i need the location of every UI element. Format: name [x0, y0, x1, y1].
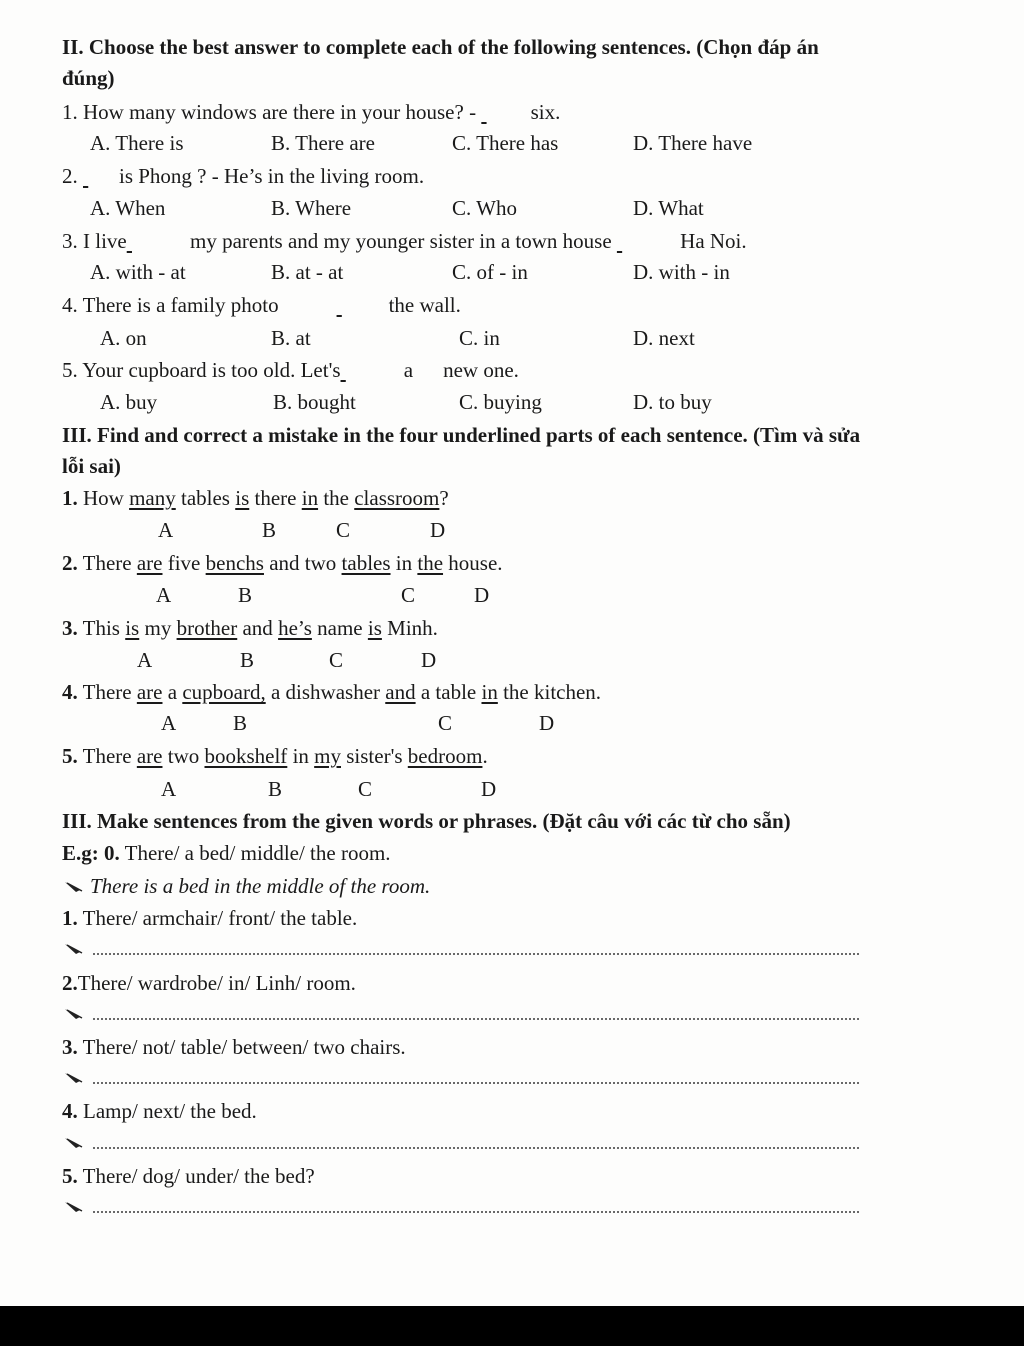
option-2c: C. Who — [452, 196, 517, 220]
error-4-letter-d: D — [539, 711, 555, 735]
error-1-letter-c: C — [336, 518, 351, 542]
option-5a: A. buy — [100, 390, 158, 414]
error-5-letter-d: D — [481, 777, 497, 801]
question-1: 1. How many windows are there in your house? - six. — [62, 100, 561, 124]
error-3-letter-b: B — [240, 648, 255, 672]
error-1-letter-a: A — [158, 518, 174, 542]
question-3: 3. I live my parents and my younger sister in a town house Ha Noi. — [62, 229, 747, 253]
answer-line-1[interactable] — [92, 953, 860, 955]
option-1a: A. There is — [90, 131, 184, 155]
option-3b: B. at - at — [271, 260, 344, 284]
error-1-letter-d: D — [430, 518, 446, 542]
option-4b: B. at — [271, 326, 311, 350]
error-sentence-4: 4. There are a cupboard, a dishwasher and a table in the kitchen. — [62, 680, 602, 704]
error-2-letter-b: B — [238, 583, 253, 607]
error-4-letter-b: B — [233, 711, 248, 735]
option-2b: B. Where — [271, 196, 352, 220]
question-5: 5. Your cupboard is too old. Let's a new one. — [62, 358, 519, 382]
error-sentence-5: 5. There are two bookshelf in my sister's bedroom. — [62, 744, 488, 768]
error-sentence-1: 1. How many tables is there in the classroom? — [62, 486, 449, 510]
error-4-letter-a: A — [161, 711, 177, 735]
error-3-letter-c: C — [329, 648, 344, 672]
pencil-icon — [64, 1137, 84, 1149]
option-2d: D. What — [633, 196, 704, 220]
option-4d: D. next — [633, 326, 695, 350]
make-sentence-3: 3. There/ not/ table/ between/ two chairs. — [62, 1035, 406, 1059]
error-2-letter-c: C — [401, 583, 416, 607]
section-2-title: II. Choose the best answer to complete each of the following sentences. (Chọn đáp án — [62, 35, 819, 59]
option-5b: B. bought — [273, 390, 356, 414]
pencil-icon — [64, 943, 84, 955]
section-2-title-cont: đúng) — [62, 66, 115, 90]
pencil-icon — [64, 881, 84, 893]
error-3-letter-a: A — [137, 648, 153, 672]
option-3a: A. with - at — [90, 260, 186, 284]
example-answer: There is a bed in the middle of the room. — [90, 874, 431, 898]
option-3c: C. of - in — [452, 260, 528, 284]
make-sentence-2: 2.There/ wardrobe/ in/ Linh/ room. — [62, 971, 356, 995]
option-5d: D. to buy — [633, 390, 712, 414]
option-1b: B. There are — [271, 131, 375, 155]
make-sentence-1: 1. There/ armchair/ front/ the table. — [62, 906, 358, 930]
make-sentence-4: 4. Lamp/ next/ the bed. — [62, 1099, 257, 1123]
pencil-icon — [64, 1201, 84, 1213]
error-3-letter-d: D — [421, 648, 437, 672]
pencil-icon — [64, 1072, 84, 1084]
section-3-title: III. Find and correct a mistake in the four underlined parts of each sentence. (Tìm và sửa — [62, 423, 861, 447]
error-5-letter-a: A — [161, 777, 177, 801]
option-3d: D. with - in — [633, 260, 730, 284]
question-4: 4. There is a family photo the wall. — [62, 293, 461, 317]
pencil-icon — [64, 1008, 84, 1020]
option-5c: C. buying — [459, 390, 542, 414]
error-5-letter-c: C — [358, 777, 373, 801]
option-1c: C. There has — [452, 131, 559, 155]
error-sentence-3: 3. This is my brother and he’s name is Minh. — [62, 616, 438, 640]
option-2a: A. When — [90, 196, 166, 220]
error-5-letter-b: B — [268, 777, 283, 801]
example-prompt: E.g: 0. There/ a bed/ middle/ the room. — [62, 841, 391, 865]
error-sentence-2: 2. There are five benchs and two tables in the house. — [62, 551, 503, 575]
option-4c: C. in — [459, 326, 500, 350]
make-sentence-5: 5. There/ dog/ under/ the bed? — [62, 1164, 315, 1188]
answer-line-4[interactable] — [92, 1147, 860, 1149]
answer-line-2[interactable] — [92, 1018, 860, 1020]
section-4-title: III. Make sentences from the given words or phrases. (Đặt câu với các từ cho sẵn) — [62, 809, 791, 833]
bottom-black-bar — [0, 1306, 1024, 1346]
question-2: 2. is Phong ? - He’s in the living room. — [62, 164, 425, 188]
error-1-letter-b: B — [262, 518, 277, 542]
option-4a: A. on — [100, 326, 147, 350]
answer-line-5[interactable] — [92, 1211, 860, 1213]
answer-line-3[interactable] — [92, 1082, 860, 1084]
error-4-letter-c: C — [438, 711, 453, 735]
section-3-title-cont: lỗi sai) — [62, 454, 121, 478]
error-2-letter-a: A — [156, 583, 172, 607]
option-1d: D. There have — [633, 131, 753, 155]
error-2-letter-d: D — [474, 583, 490, 607]
